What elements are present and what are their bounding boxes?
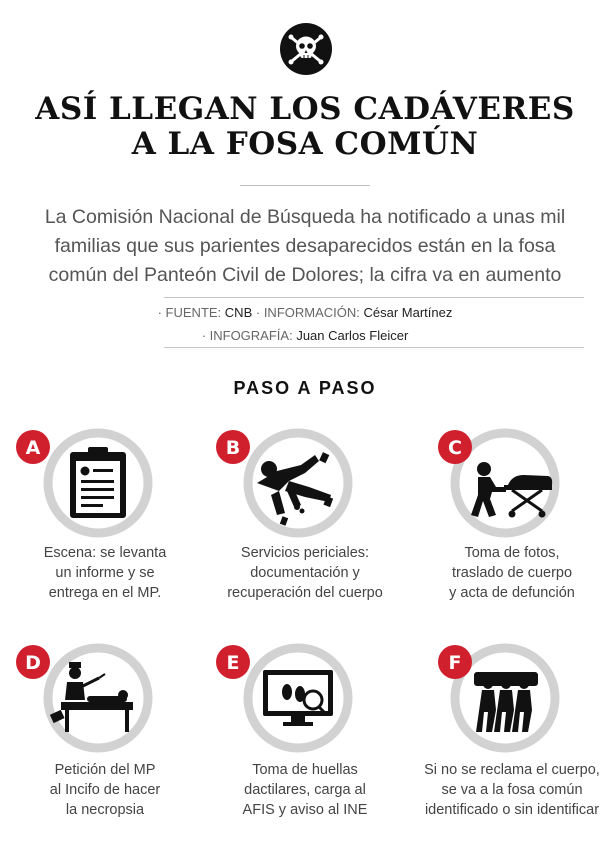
step-description — [0, 760, 215, 820]
graphic-value: Juan Carlos Fleicer — [296, 328, 409, 343]
page-title — [0, 92, 610, 162]
info-value: César Martínez — [363, 305, 453, 320]
source-label: · FUENTE: — [157, 305, 222, 320]
divider — [164, 297, 584, 298]
info-label: · INFORMACIÓN: — [255, 305, 360, 320]
steps-heading: PASO A PASO — [233, 378, 377, 398]
step-description — [402, 543, 610, 603]
title-line: A LA FOSA COMÚN — [131, 126, 479, 162]
step-letter: A — [25, 437, 41, 459]
step-line: la necropsia — [65, 802, 145, 818]
step-line: se va a la fosa común — [441, 782, 583, 798]
step-description — [402, 760, 610, 820]
step-letter: F — [448, 652, 462, 674]
step-line: Petición del MP — [54, 762, 156, 778]
step-description — [195, 543, 415, 603]
title-line: ASÍ LLEGAN LOS CADÁVERES — [35, 91, 575, 127]
autopsy-icon — [50, 662, 133, 732]
step-line: Si no se reclama el cuerpo, — [424, 762, 600, 778]
step-badge — [16, 430, 50, 464]
credits-line-2 — [0, 328, 610, 343]
step-description — [0, 543, 215, 603]
step-description — [195, 760, 415, 820]
divider — [240, 185, 370, 186]
step-badge — [216, 645, 250, 679]
subtitle — [14, 203, 596, 290]
subtitle-line: La Comisión Nacional de Búsqueda ha notificado a unas mil — [44, 206, 566, 228]
source-value: CNB — [224, 305, 253, 320]
step-line: dactilares, carga al — [244, 782, 366, 798]
step-line: identificado o sin identificar — [424, 802, 600, 818]
step-badge — [438, 645, 472, 679]
divider — [164, 347, 584, 348]
step-line: un informe y se — [55, 565, 155, 581]
step-line: AFIS y aviso al INE — [242, 802, 368, 818]
skull-crossbones-icon — [279, 22, 333, 76]
step-line: Toma de fotos, — [464, 545, 560, 561]
step-letter: D — [25, 652, 41, 674]
step-badge — [216, 430, 250, 464]
graphic-label: · INFOGRAFÍA: — [201, 328, 293, 343]
step-line: Toma de huellas — [252, 762, 358, 778]
step-line: traslado de cuerpo — [451, 565, 573, 581]
forensic-scene-icon — [257, 452, 333, 526]
step-line: al Incifo de hacer — [49, 782, 161, 798]
credits-line-1 — [0, 305, 610, 320]
step-line: entrega en el MP. — [48, 585, 162, 601]
clipboard-report-icon — [70, 447, 126, 518]
step-line: Escena: se levanta — [43, 545, 167, 561]
step-letter: C — [448, 437, 462, 459]
step-line: recuperación del cuerpo — [227, 585, 383, 601]
fingerprint-monitor-icon — [263, 670, 333, 726]
step-line: documentación y — [250, 565, 360, 581]
subtitle-line: común del Panteón Civil de Dolores; la cifra va en aumento — [48, 264, 562, 286]
step-line: Servicios periciales: — [240, 545, 370, 561]
step-letter: E — [226, 652, 240, 674]
coffin-bearers-icon — [474, 672, 538, 732]
step-badge — [16, 645, 50, 679]
step-badge — [438, 430, 472, 464]
step-line: y acta de defunción — [449, 585, 575, 601]
stretcher-transport-icon — [471, 462, 552, 518]
step-letter: B — [225, 437, 241, 459]
subtitle-line: familias que sus parientes desaparecidos están en la fosa — [54, 235, 556, 257]
